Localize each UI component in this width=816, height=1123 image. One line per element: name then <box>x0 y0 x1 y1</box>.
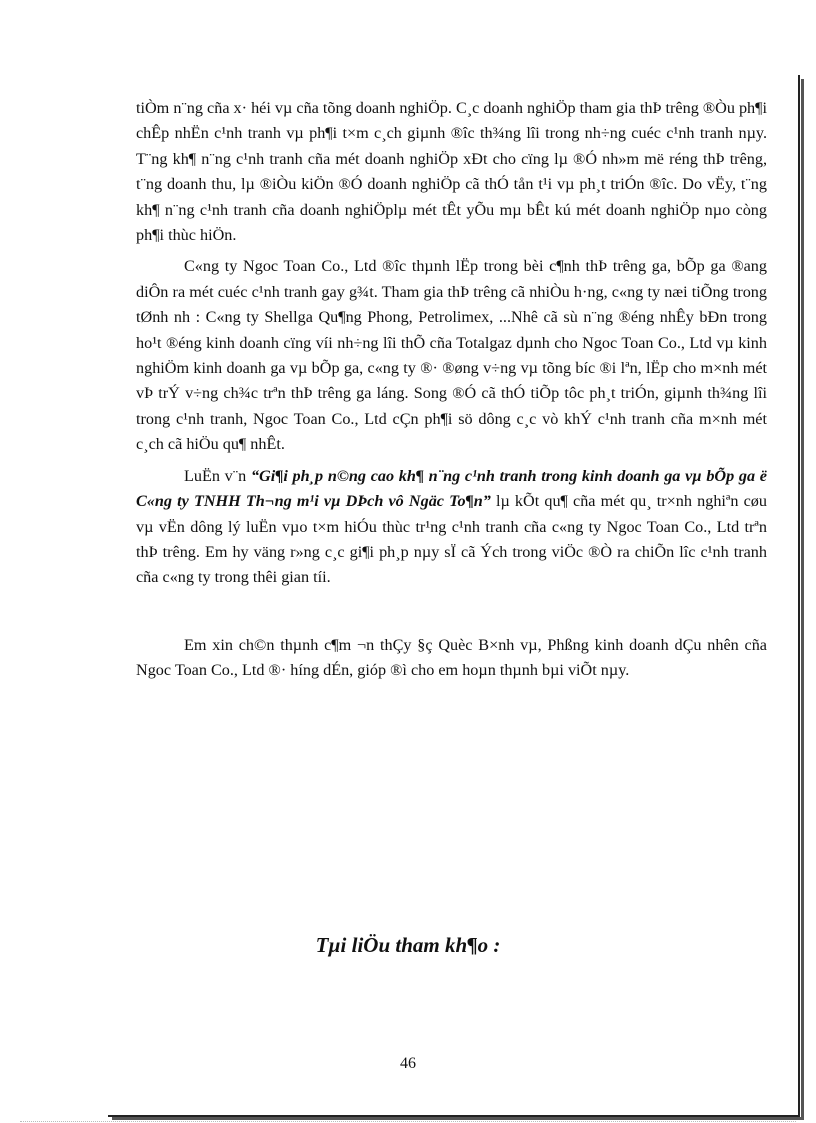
page-shadow <box>112 1117 804 1120</box>
page-bottom-rule <box>20 1121 796 1122</box>
paragraph-gap <box>136 597 767 633</box>
paragraph-2: C«ng ty Ngoc Toan Co., Ltd ®îc thµnh lËp trong bèi c¶nh thÞ trêng ga, bÕp ga ®ang diÔn ra mét cuéc c¹nh tranh gay g¾t. Tham gia thÞ trêng cã nhiÒu h·ng, c«ng ty næi tiÕng trong tØnh nh : C«ng ty Shellga Qu¶ng Phong, Petrolimex, ...Nhê cã sù n¨ng ®éng nhÊy bÐn trong ho¹t ®éng kinh doanh cïng víi nh÷ng lîi thÕ cña Totalgaz dµnh cho Ngoc Toan Co., Ltd vµ kinh nghiÖm kinh doanh ga vµ bÕp ga, c«ng ty ®· ®øng v÷ng vµ tõng bíc ®i lªn, lËp cho m×nh mét vÞ trÝ v÷ng ch¾c trªn thÞ trêng ga láng. Song ®Ó cã thÓ tiÕp tôc ph¸t triÓn, giµnh th¾ng lîi trong c¹nh tranh, Ngoc Toan Co., Ltd cÇn ph¶i sö dông c¸c vò khÝ c¹nh tranh cña m×nh mét c¸ch cã hiÖu qu¶ nhÊt. <box>136 257 767 454</box>
paragraph-3-rest: lµ kÕt qu¶ cña mét qu¸ tr×nh nghiªn cøu vµ vËn dông lý luËn vµo t×m hiÓu thùc tr¹ng c¹nh tranh cña c«ng ty Ngoc Toan Co., Ltd trªn thÞ trêng. Em hy väng r»ng c¸c gi¶i ph¸p nµy sÏ cã Ých trong viÖc ®Ò ra chiÕn lîc c¹nh tranh cña c«ng ty trong thêi gian tíi. <box>136 492 767 587</box>
references-heading: Tµi liÖu tham kh¶o : <box>315 933 501 957</box>
paragraph-3 <box>136 464 767 591</box>
paragraph-4-acknowledgement: Em xin ch©n thµnh c¶m ¬n thÇy §ç Quèc B×nh vµ, Phßng kinh doanh dÇu nhên cña Ngoc Toan Co., Ltd ®· híng dÉn, gióp ®ì cho em hoµn thµnh bµi viÕt nµy. <box>136 635 767 680</box>
thesis-title: “Gi¶i ph¸p n©ng cao kh¶ n¨ng c¹nh tranh trong kinh doanh ga vµ bÕp ga ë C«ng ty TNHH Th¬ng m¹i vµ DÞch vô Ngäc To¶n” <box>136 466 767 511</box>
paragraph-1: tiÒm n¨ng cña x· héi vµ cña tõng doanh nghiÖp. C¸c doanh nghiÖp tham gia thÞ trêng ®Òu ph¶i chÊp nhËn c¹nh tranh vµ ph¶i t×m c¸ch giµnh ®îc th¾ng lîi trong nh÷ng cuéc c¹nh tranh nµy. T¨ng kh¶ n¨ng c¹nh tranh cña mét doanh nghiÖp xÐt cho cïng lµ ®Ó nh»m më réng thÞ trêng, t¨ng doanh thu, lµ ®iÒu kiÖn ®Ó doanh nghiÖp cã thÓ tån t¹i vµ ph¸t triÓn ®îc. Do vËy, t¨ng kh¶ n¨ng c¹nh tranh cña doanh nghiÖplµ mét tÊt yÕu mµ bÊt kú mét doanh nghiÖp nµo còng ph¶i thùc hiÖn. <box>136 99 767 245</box>
page-number: 46 <box>400 1055 416 1072</box>
document-body <box>136 96 767 690</box>
paragraph-3-intro: LuËn v¨n <box>184 466 251 485</box>
